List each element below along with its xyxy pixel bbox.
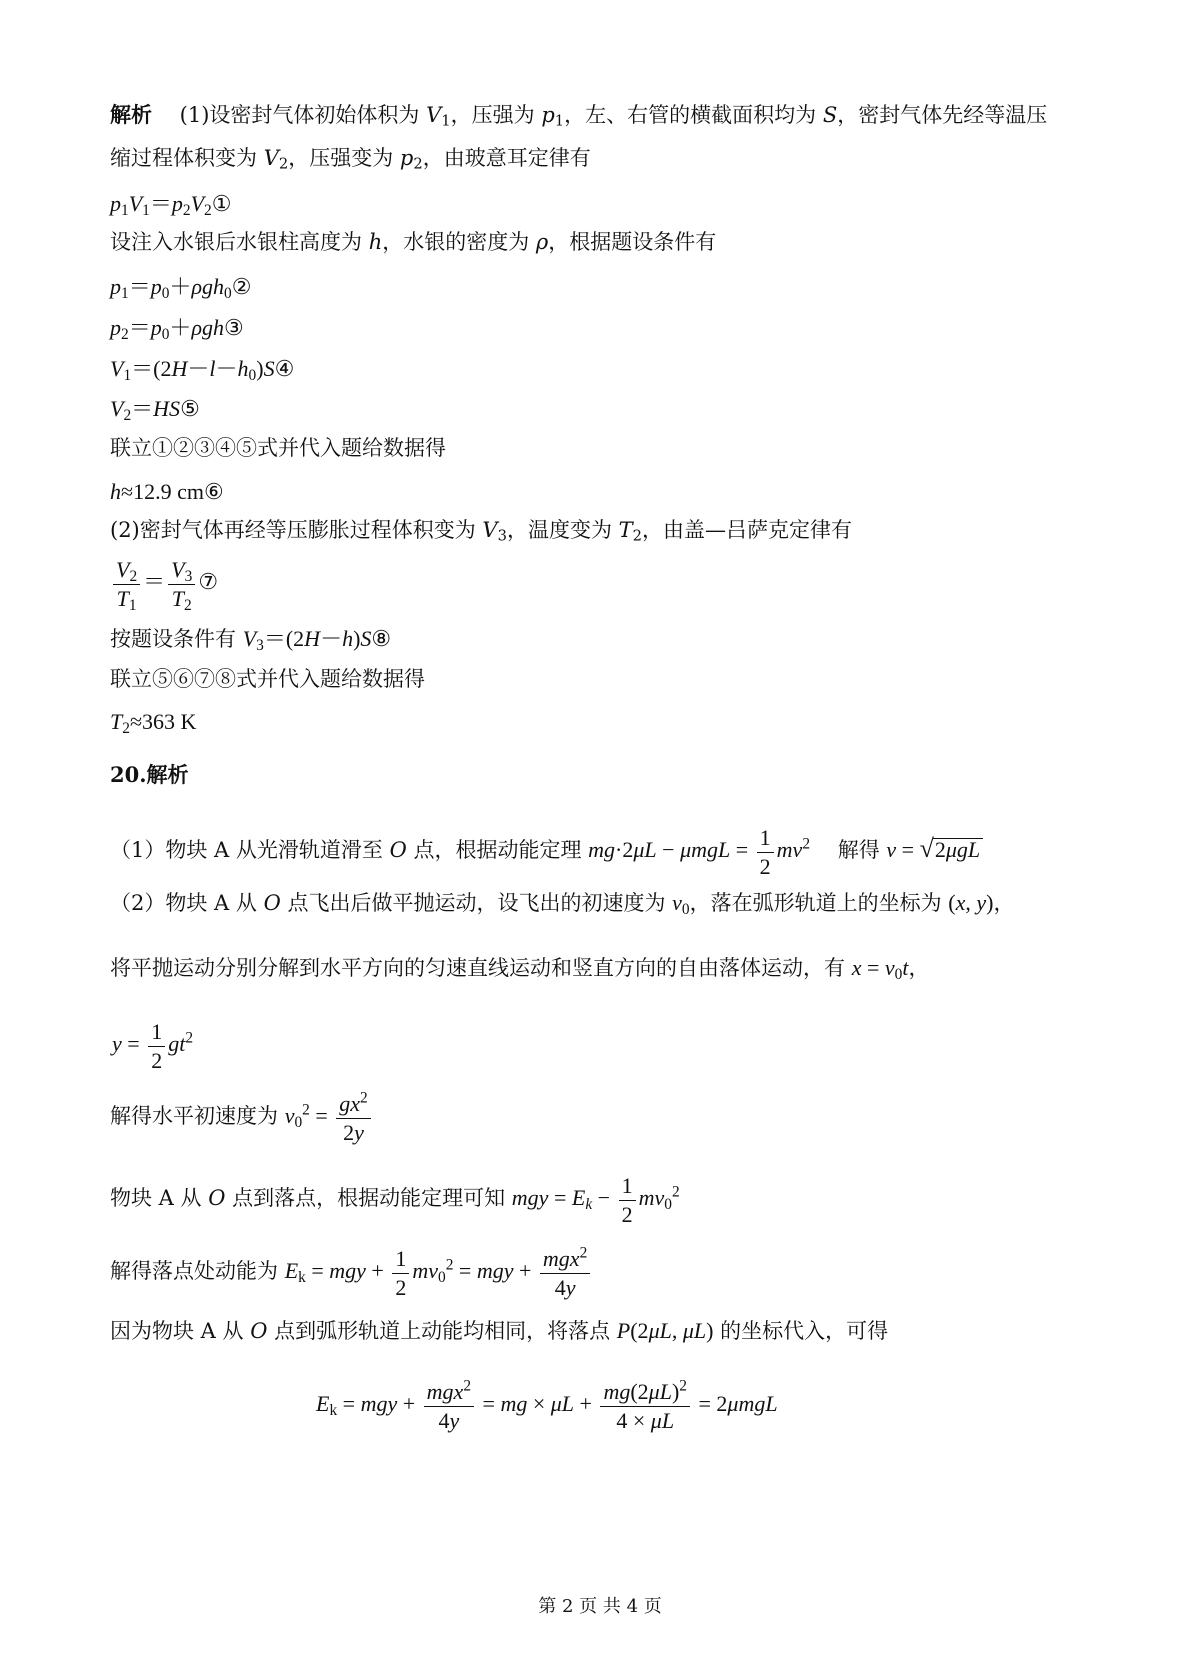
solution-line: 联立①②③④⑤式并代入题给数据得 (110, 436, 446, 460)
equation-1: $p_1V_1=p_2V_2①$ (110, 191, 232, 219)
solution-line: 缩过程体积变为 $V_2$，压强变为 $p_2$，由玻意耳定律有 (110, 146, 591, 173)
equation-y: y = $\frac{1}{2}$ $gt^2$ (112, 1019, 194, 1073)
solution-line: 联立⑤⑥⑦⑧式并代入题给数据得 (110, 667, 425, 691)
result-t2: $T_2\approx 363$ K (110, 709, 197, 737)
equation-3: $p_2=p_0+\rho gh③$ (110, 315, 244, 343)
solution-line: （1）物块 A 从光滑轨道滑至 O 点，根据动能定理 mg·2μL − μmgL = $\frac{1}{2}$ $mv^2$ 解得 v = √2μgL (110, 824, 1110, 880)
equation-7: $\frac{V_2}{T_1}$ ＝ $\frac{V_3}{T_2}$ ⑦ (110, 556, 1110, 612)
page-footer: 第 2 页 共 4 页 (538, 1596, 662, 1617)
solution-line: 将平抛运动分别分解到水平方向的匀速直线运动和竖直方向的自由落体运动，有 $x = v_0t$， (110, 955, 930, 983)
equation-2: $p_1=p_0+\rho gh_0②$ (110, 274, 252, 302)
equation-final: $E_k$ = mgy + $\frac{mgx^2}{4y}$ = mg × μL + $\frac{mg(2\mu L)^2}{4 \times \mu L}$ = 2μmgL (316, 1377, 778, 1433)
equation-5: $V_2=HS⑤$ (110, 396, 200, 424)
equation-4: $V_1=(2H-l-h_0)S④$ (110, 356, 295, 384)
solution-line: 按题设条件有 $V_3=(2H-h)S⑧$ (110, 626, 392, 654)
solution-heading: 解析 (110, 102, 152, 127)
solution-line: 因为物块 A 从 O 点到弧形轨道上动能均相同，将落点 P(2μL, μL) 的坐标代入，可得 (110, 1318, 889, 1343)
solution-line: 解得水平初速度为 $v_0^2$ = $\frac{gx^2}{2y}$ (110, 1090, 1110, 1146)
solution-line: 物块 A 从 O 点到落点，根据动能定理可知 mgy = $E_k$ − $\frac{1}{2}$ $mv_0^2$ (110, 1173, 680, 1227)
solution-line: 解析 (1)设密封气体初始体积为 $V_1$，压强为 $p_1$，左、右管的横截面积均为 S，密封气体先经等温压 (110, 102, 1048, 130)
solution-line: 解得落点处动能为 $E_k$ = mgy + $\frac{1}{2}$ $mv_0^2$ = mgy + $\frac{mgx^2}{4y}$ (110, 1245, 1110, 1301)
solution-line: （2）物块 A 从 O 点飞出后做平抛运动，设飞出的初速度为 $v_0$，落在弧形轨道上的坐标为 (x, y)， (110, 890, 1015, 918)
solution-line: (2)密封气体再经等压膨胀过程体积变为 $V_3$，温度变为 $T_2$，由盖—吕萨克定律有 (110, 518, 853, 545)
result-h: h≈12.9 cm⑥ (110, 479, 224, 504)
solution-line: 设注入水银后水银柱高度为 h，水银的密度为 ρ，根据题设条件有 (110, 230, 717, 254)
question-20-heading: 20.解析 (110, 762, 189, 787)
